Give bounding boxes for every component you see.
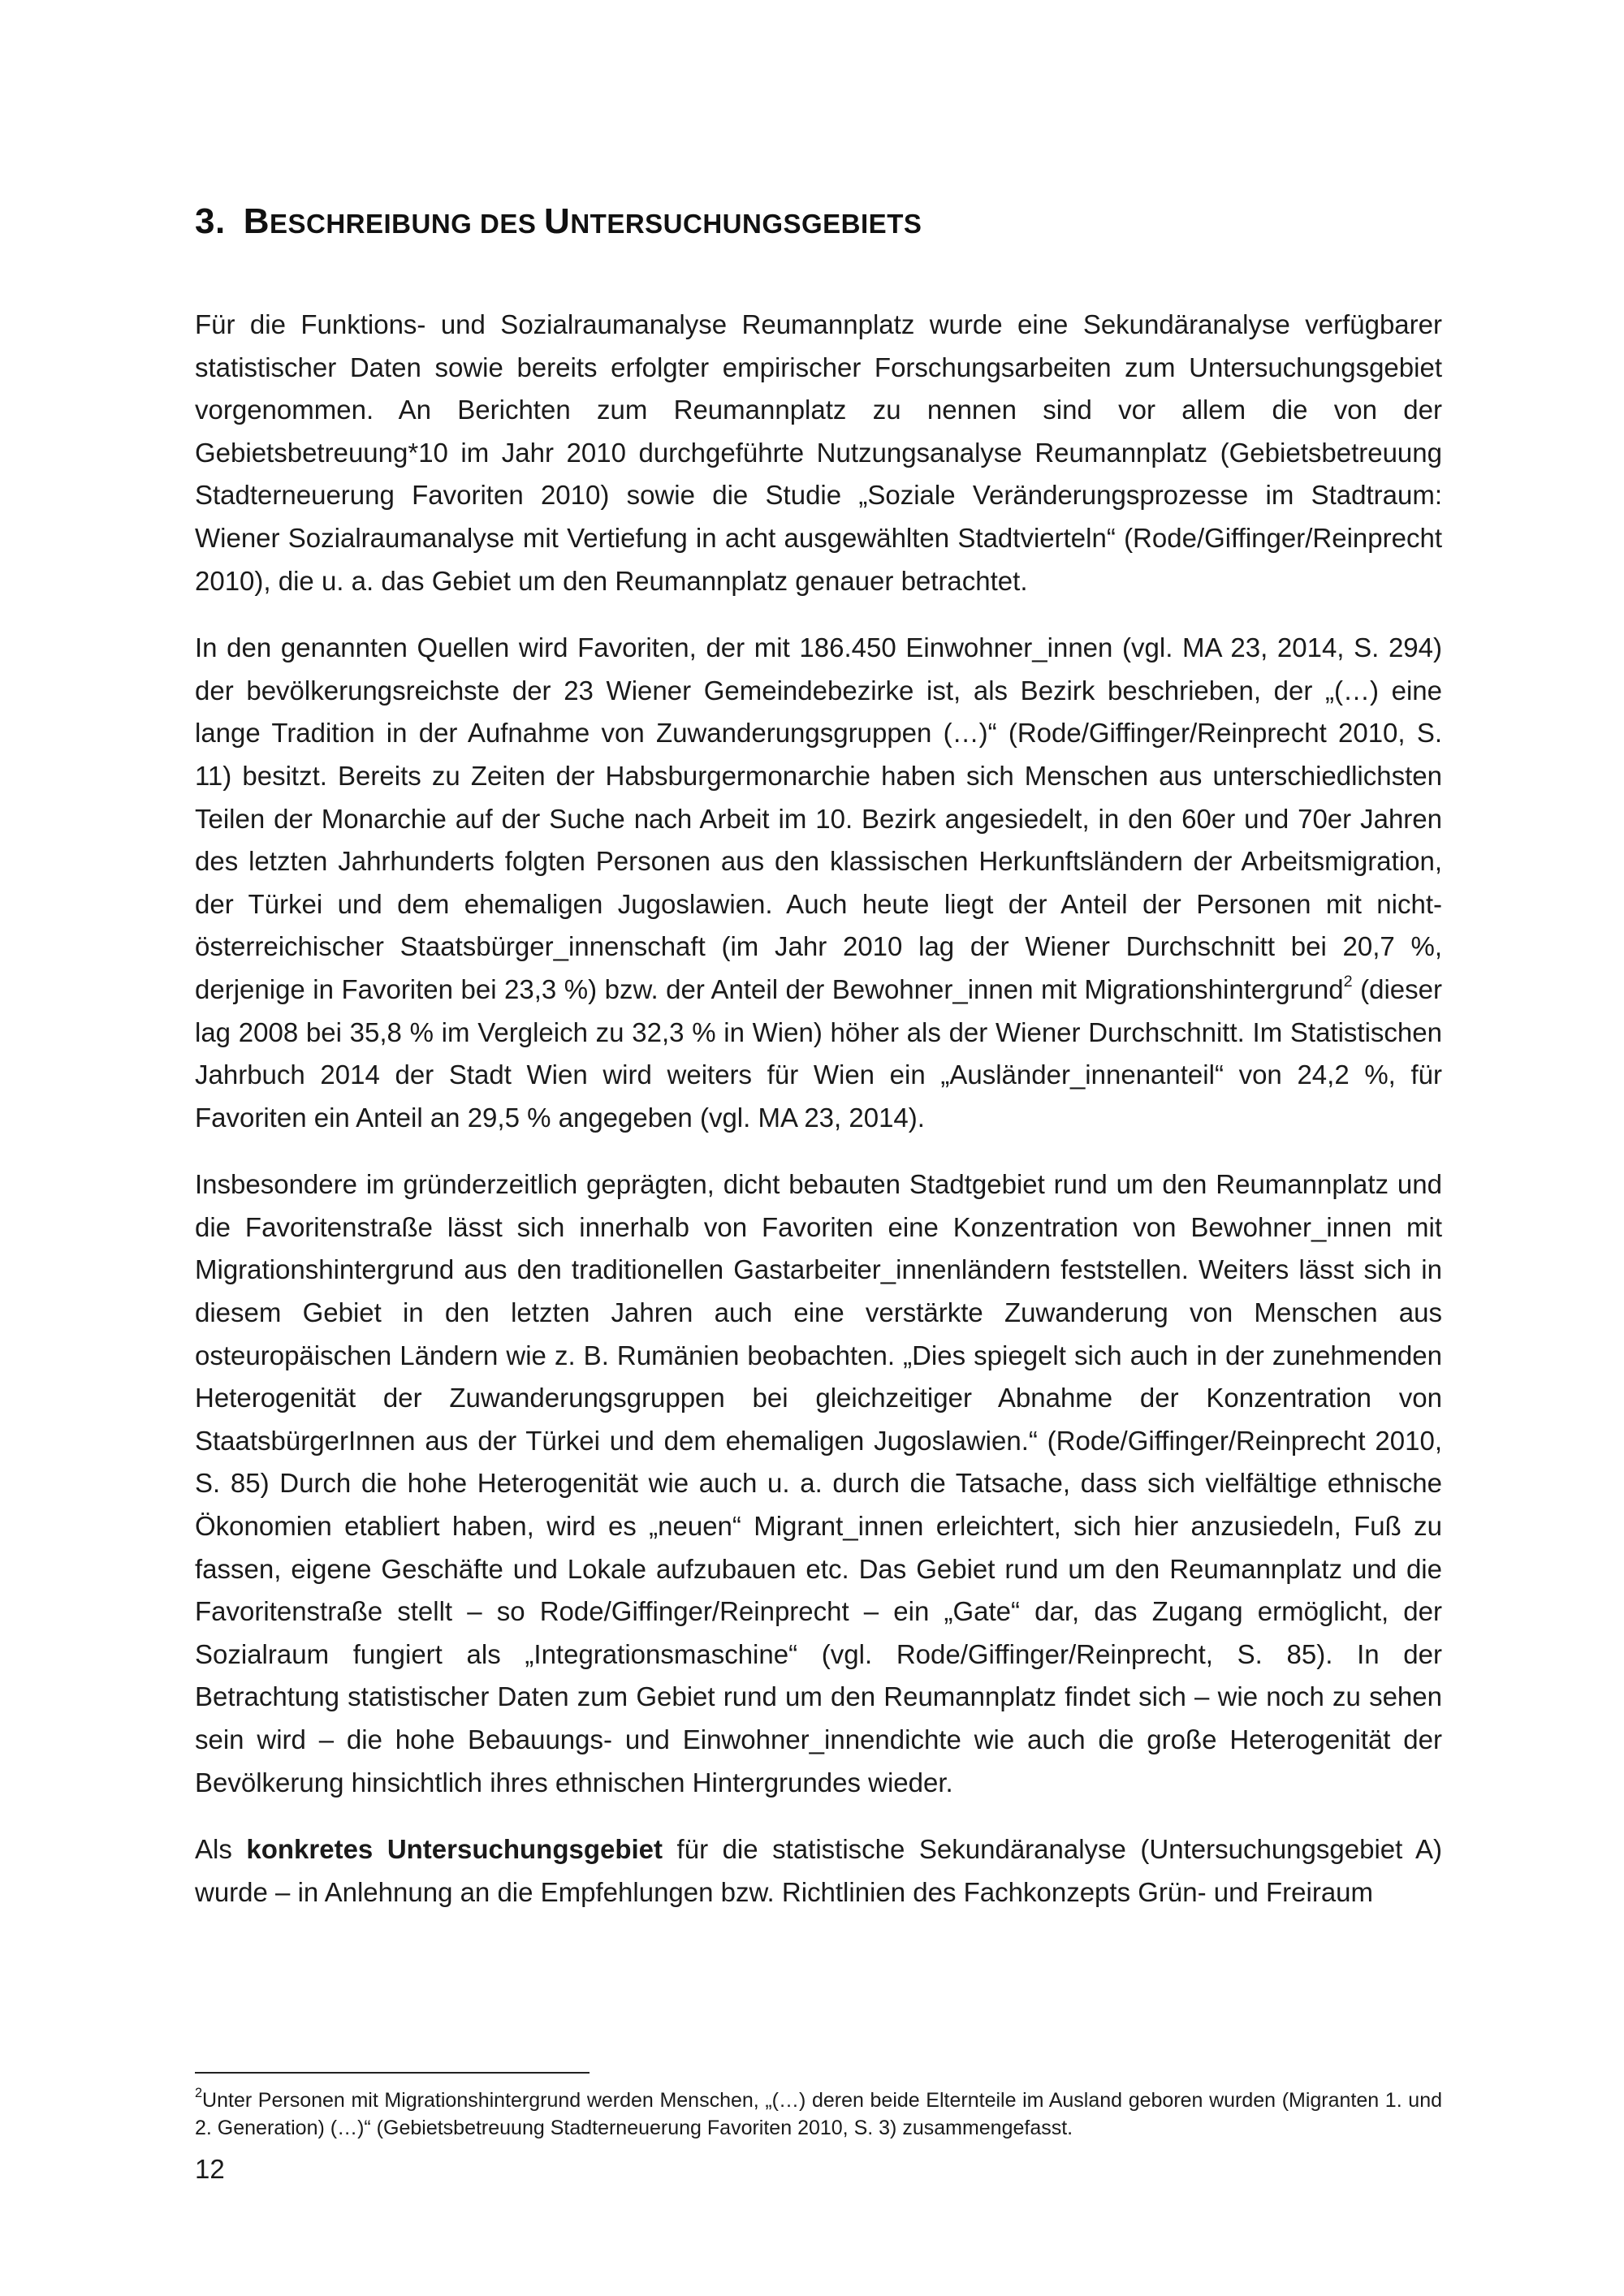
section-number: 3.	[195, 201, 226, 241]
page-number: 12	[195, 2154, 225, 2184]
footnote-text: Unter Personen mit Migrationshintergrund werden Menschen, „(…) deren beide Elternteile im Ausland geboren wurden (Migranten 1. und 2. Generation) (…)“ (Gebietsbetreuung Stadterneuerung Favoriten 2010, S. 3) zusammengefasst.	[195, 2089, 1442, 2139]
footnote	[195, 2087, 1442, 2142]
paragraph-3: Insbesondere im gründerzeitlich geprägten, dicht bebauten Stadtgebiet rund um den Reumannplatz und die Favoritenstraße lässt sich innerhalb von Favoriten eine Konzentration von Bewohner_innen mit Migrationshintergrund aus den traditionellen Gastarbeiter_innenländern feststellen. Weiters lässt sich in diesem Gebiet in den letzten Jahren auch eine verstärkte Zuwanderung von Menschen aus osteuropäischen Ländern wie z. B. Rumänien beobachten. „Dies spiegelt sich auch in der zunehmenden Heterogenität der Zuwanderungsgruppen bei gleichzeitiger Abnahme der Konzentration von StaatsbürgerInnen aus der Türkei und dem ehemaligen Jugoslawien.“ (Rode/Giffinger/Reinprecht 2010, S. 85) Durch die hohe Heterogenität wie auch u. a. durch die Tatsache, dass sich vielfältige ethnische Ökonomien etabliert haben, wird es „neuen“ Migrant_innen erleichtert, sich hier anzusiedeln, Fuß zu fassen, eigene Geschäfte und Lokale aufzubauen etc. Das Gebiet rund um den Reumannplatz und die Favoritenstraße stellt – so Rode/Giffinger/Reinprecht – ein „Gate“ dar, das Zugang ermöglicht, der Sozialraum fungiert als „Integrationsmaschine“ (vgl. Rode/Giffinger/Reinprecht, S. 85). In der Betrachtung statistischer Daten zum Gebiet rund um den Reumannplatz findet sich – wie noch zu sehen sein wird – die hohe Bebauungs- und Einwohner_innendichte wie auch die große Heterogenität der Bevölkerung hinsichtlich ihres ethnischen Hintergrundes wieder.	[195, 1169, 1442, 1798]
footnote-separator	[195, 2072, 590, 2074]
section-heading	[195, 201, 922, 242]
paragraph-4: Als konkretes Untersuchungsgebiet für die statistische Sekundäranalyse (Untersuchungsgebiet A) wurde – in Anlehnung an die Empfehlungen bzw. Richtlinien des Fachkonzepts Grün- und Freiraum	[195, 1834, 1442, 1907]
body-text	[195, 304, 1442, 1938]
emphasis-term: konkretes Untersuchungsgebiet	[246, 1834, 663, 1865]
footnote-reference[interactable]: 2	[1343, 972, 1353, 990]
section-title: BESCHREIBUNG DES UNTERSUCHUNGSGEBIETS	[243, 201, 922, 241]
paragraph-2: In den genannten Quellen wird Favoriten, der mit 186.450 Einwohner_innen (vgl. MA 23, 2014, S. 294) der bevölkerungsreichste der 23 Wiener Gemeindebezirke ist, als Bezirk beschrieben, der „(…) eine lange Tradition in der Aufnahme von Zuwanderungsgruppen (…)“ (Rode/Giffinger/Reinprecht 2010, S. 11) besitzt. Bereits zu Zeiten der Habsburgermonarchie haben sich Menschen aus unterschiedlichsten Teilen der Monarchie auf der Suche nach Arbeit im 10. Bezirk angesiedelt, in den 60er und 70er Jahren des letzten Jahrhunderts folgten Personen aus den klassischen Herkunftsländern der Arbeitsmigration, der Türkei und dem ehemaligen Jugoslawien. Auch heute liegt der Anteil der Personen mit nicht-österreichischer Staatsbürger_innenschaft (im Jahr 2010 lag der Wiener Durchschnitt bei 20,7 %, derjenige in Favoriten bei 23,3 %) bzw. der Anteil der Bewohner_innen mit Migrationshintergrund$^2$ (dieser lag 2008 bei 35,8 % im Vergleich zu 32,3 % in Wien) höher als der Wiener Durchschnitt. Im Statistischen Jahrbuch 2014 der Stadt Wien wird weiters für Wien ein „Ausländer_innenanteil“ von 24,2 %, für Favoriten ein Anteil an 29,5 % angegeben (vgl. MA 23, 2014).	[195, 632, 1442, 1133]
paragraph-1: Für die Funktions- und Sozialraumanalyse Reumannplatz wurde eine Sekundäranalyse verfügbarer statistischer Daten sowie bereits erfolgter empirischer Forschungsarbeiten zum Untersuchungsgebiet vorgenommen. An Berichten zum Reumannplatz zu nennen sind vor allem die von der Gebietsbetreuung*10 im Jahr 2010 durchgeführte Nutzungsanalyse Reumannplatz (Gebietsbetreuung Stadterneuerung Favoriten 2010) sowie die Studie „Soziale Veränderungsprozesse im Stadtraum: Wiener Sozialraumanalyse mit Vertiefung in acht ausgewählten Stadtvierteln“ (Rode/Giffinger/Reinprecht 2010), die u. a. das Gebiet um den Reumannplatz genauer betrachtet.	[195, 309, 1442, 596]
footnote-marker: 2	[195, 2086, 203, 2101]
